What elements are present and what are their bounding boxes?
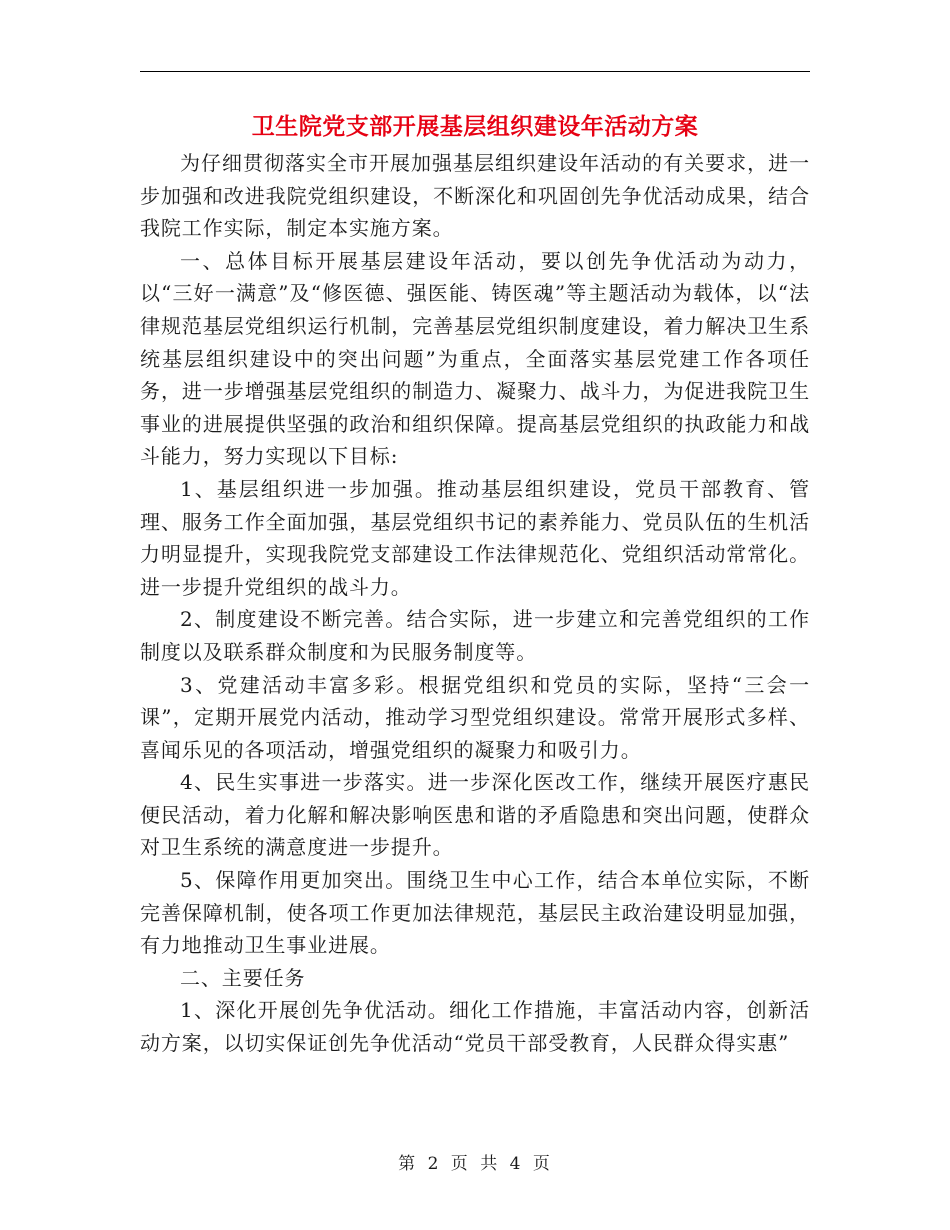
goal-item-1: 1、基层组织进一步加强。推动基层组织建设，党员干部教育、管理、服务工作全面加强，基层党组织书记的素养能力、党员队伍的生机活力明显提升，实现我院党支部建设工作法律规范化、党组织活动常常化。进一步提升党组织的战斗力。 xyxy=(140,476,810,599)
intro-paragraph: 为仔细贯彻落实全市开展加强基层组织建设年活动的有关要求，进一步加强和改进我院党组织建设，不断深化和巩固创先争优活动成果，结合我院工作实际，制定本实施方案。 xyxy=(140,151,810,241)
goal-item-3: 3、党建活动丰富多彩。根据党组织和党员的实际，坚持“三会一课”，定期开展党内活动，推动学习型党组织建设。常常开展形式多样、喜闻乐见的各项活动，增强党组织的凝聚力和吸引力。 xyxy=(140,672,810,762)
goal-item-4: 4、民生实事进一步落实。进一步深化医改工作，继续开展医疗惠民便民活动，着力化解和解决影响医患和谐的矛盾隐患和突出问题，使群众对卫生系统的满意度进一步提升。 xyxy=(140,770,810,860)
page-number-footer: 第 2 页 共 4 页 xyxy=(398,1154,552,1174)
section-overall-goal: 一、总体目标开展基层建设年活动，要以创先争优活动为动力，以“三好一满意”及“修医德、强医能、铸医魂”等主题活动为载体，以“法律规范基层党组织运行机制，完善基层党组织制度建设，着力解决卫生系统基层组织建设中的突出问题”为重点，全面落实基层党建工作各项任务，进一步增强基层党组织的制造力、凝聚力、战斗力，为促进我院卫生事业的进展提供坚强的政治和组织保障。提高基层党组织的执政能力和战斗能力，努力实现以下目标: xyxy=(140,248,810,469)
header-rule xyxy=(140,71,810,72)
goal-item-2: 2、制度建设不断完善。结合实际，进一步建立和完善党组织的工作制度以及联系群众制度和为民服务制度等。 xyxy=(140,607,810,664)
document-title: 卫生院党支部开展基层组织建设年活动方案 xyxy=(251,113,699,140)
document-body xyxy=(140,147,810,1060)
section-main-tasks-heading: 二、主要任务 xyxy=(180,965,306,990)
task-item-1: 1、深化开展创先争优活动。细化工作措施，丰富活动内容，创新活动方案，以切实保证创先争优活动“党员干部受教育，人民群众得实惠” xyxy=(140,998,810,1056)
goal-item-5: 5、保障作用更加突出。围绕卫生中心工作，结合本单位实际，不断完善保障机制，使各项工作更加法律规范，基层民主政治建设明显加强，有力地推动卫生事业进展。 xyxy=(140,868,810,958)
